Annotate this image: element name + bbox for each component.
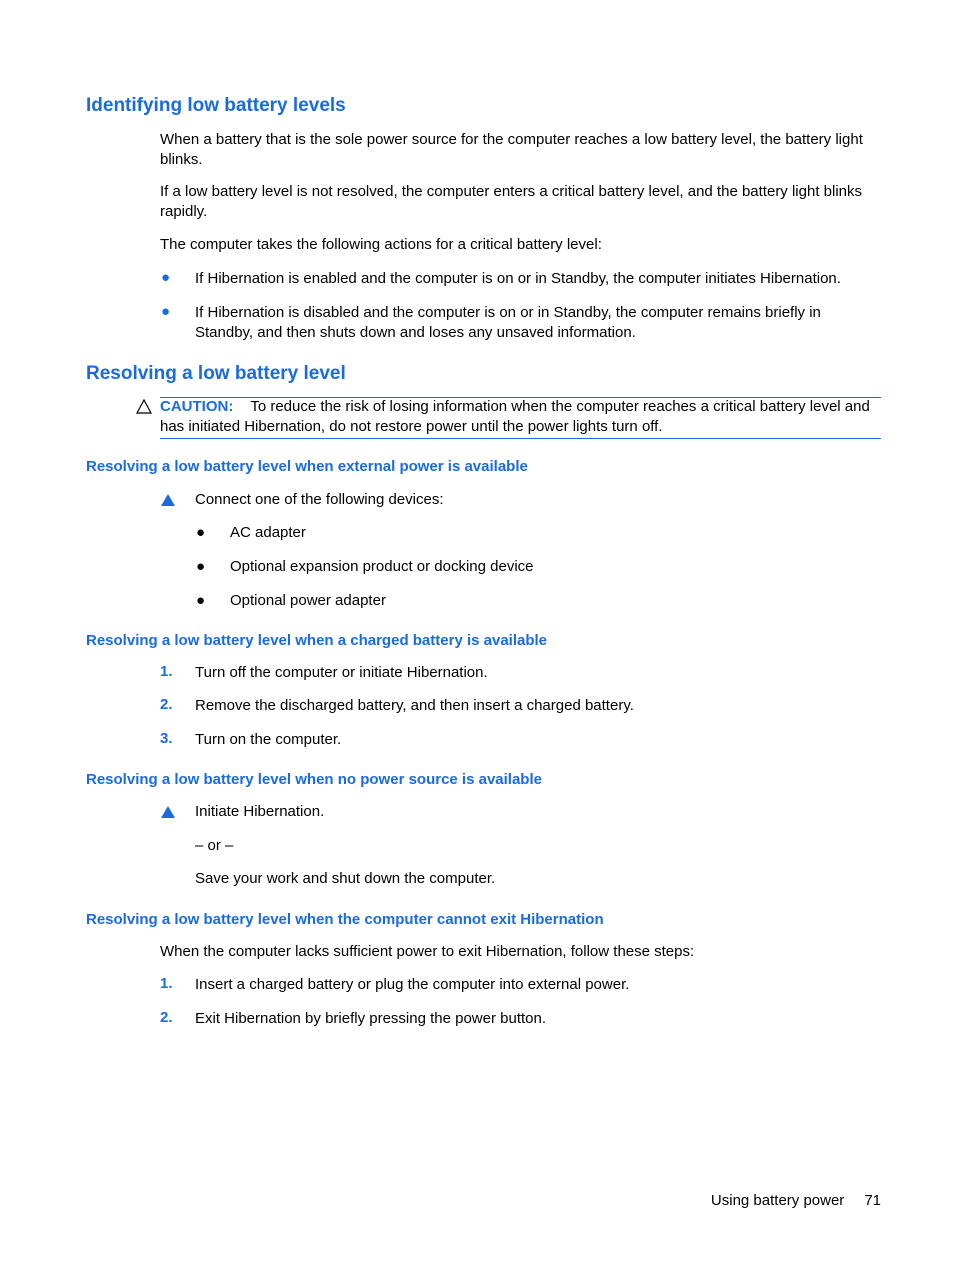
step-connect-devices: Connect one of the following devices: [195,491,444,508]
caution-notice [160,397,882,436]
heading-external-power: Resolving a low battery level when external power is available [86,458,528,475]
page-footer [711,1192,881,1209]
bullet-hibernation-disabled: If Hibernation is disabled and the computer is on or in Standby, the computer remains briefly in Standby, and then shuts down and loses any unsaved information. [195,304,821,341]
heading-identifying-low-battery-levels: Identifying low battery levels [86,95,346,116]
paragraph-cannot-exit-intro: When the computer lacks sufficient power to exit Hibernation, follow these steps: [160,943,695,960]
caution-warning-icon [136,399,152,414]
heading-cannot-exit-hibernation: Resolving a low battery level when the computer cannot exit Hibernation [86,911,604,928]
page-number: 71 [864,1192,881,1209]
step-number: 1. [160,975,173,992]
device-expansion-product: Optional expansion product or docking device [230,558,534,575]
paragraph-sole-power-source: When a battery that is the sole power source for the computer reaches a low battery level, the battery light blinks. [160,131,863,168]
step-triangle-icon [161,494,175,506]
heading-resolving-low-battery-level: Resolving a low battery level [86,363,346,384]
step-number: 2. [160,696,173,713]
step-number: 2. [160,1009,173,1026]
step-exit-hibernation: Exit Hibernation by briefly pressing the power button. [195,1010,547,1027]
bullet-hibernation-enabled: If Hibernation is enabled and the computer is on or in Standby, the computer initiates Hibernation. [195,270,841,287]
paragraph-actions-intro: The computer takes the following actions for a critical battery level: [160,236,602,253]
device-power-adapter: Optional power adapter [230,592,386,609]
heading-no-power-source: Resolving a low battery level when no power source is available [86,771,542,788]
step-remove-battery: Remove the discharged battery, and then insert a charged battery. [195,697,634,714]
sub-bullet-dot-icon: ● [196,524,206,541]
step-initiate-hibernation: Initiate Hibernation. [195,803,325,820]
device-ac-adapter: AC adapter [230,524,306,541]
caution-label: CAUTION: [160,398,234,415]
bullet-dot-icon: ● [161,269,171,286]
or-separator: – or – [195,837,234,854]
step-number: 1. [160,663,173,680]
heading-charged-battery: Resolving a low battery level when a charged battery is available [86,632,548,649]
step-turn-off: Turn off the computer or initiate Hibernation. [195,664,488,681]
paragraph-critical-level: If a low battery level is not resolved, the computer enters a critical battery level, and the battery light blinks rapidly. [160,183,863,220]
sub-bullet-dot-icon: ● [196,592,206,609]
step-triangle-icon [161,806,175,818]
step-insert-charged-battery: Insert a charged battery or plug the computer into external power. [195,976,630,993]
bullet-dot-icon: ● [161,303,171,320]
caution-text: To reduce the risk of losing information when the computer reaches a critical battery level and has initiated Hibernation, do not restore power until the power lights turn off. [160,398,870,435]
step-turn-on: Turn on the computer. [195,731,342,748]
footer-section-title: Using battery power [710,1192,845,1209]
sub-bullet-dot-icon: ● [196,558,206,575]
step-number: 3. [160,730,173,747]
step-save-and-shut-down: Save your work and shut down the computer. [195,870,496,887]
